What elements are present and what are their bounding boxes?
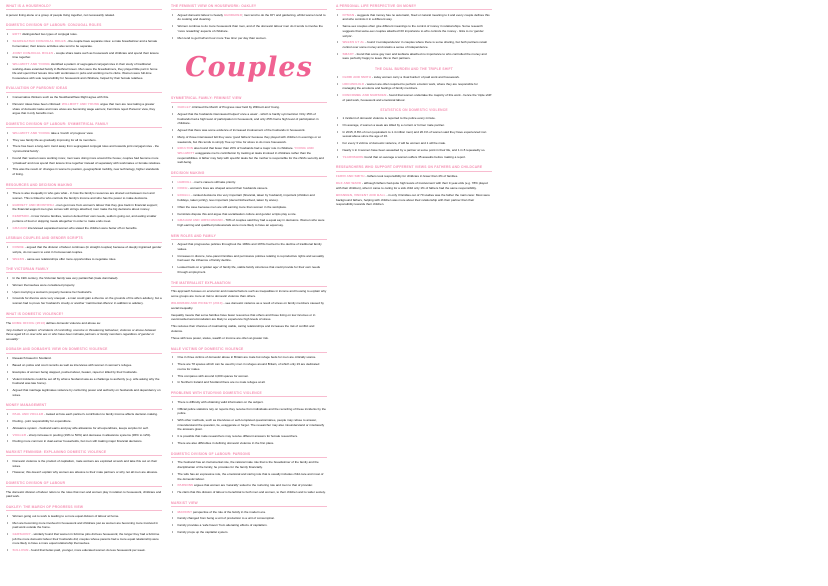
list-item (13, 191, 163, 200)
list-item (178, 265, 328, 274)
list-item (178, 362, 328, 371)
list-item-text: Family props up the capitalist system. (177, 530, 229, 535)
key-term: GENDERED (223, 12, 243, 17)
list-item-text: take a 'march of progress' view. (50, 130, 94, 135)
section-money-management (6, 403, 162, 444)
list-item-text: identified a pattern of segregated conjugal roles in their study of traditional working-class extended family in Bethnal Green. Men were the breadwinners, they played little part in home life and spent their leisure time with workmates in pubs and working men's clubs. Women were full-time housewives with sole responsibility for housework and childcare, helped by their female relatives. (12, 61, 158, 80)
list-item (13, 226, 163, 231)
section-heading: LESBIAN COUPLES AND GENDER SCRIPTS (6, 236, 162, 242)
section-what-is-a-household (6, 4, 162, 17)
list-item-text: The husband has an instrumental role, the rational male role that is the breadwinner of the family and the disciplinarian of the family, he provides for the family financially. (177, 460, 319, 470)
section-the-victorian-family (6, 267, 162, 306)
list-item (13, 532, 163, 546)
list-item (178, 193, 328, 202)
list-item-text: There are 78 spaces which can be used by men in refuges around Britain, of which only 23 are dedicated rooms for males. (177, 362, 320, 371)
bullet-list (6, 95, 162, 116)
section-new-roles-and-family (171, 234, 327, 275)
bullet-list (6, 131, 162, 177)
sociologist-name-secondary: YOUNG AND WILLMOTT (177, 146, 314, 155)
sociologist-name: GRAHAM AND HIRSCHMANN (177, 218, 223, 223)
section-paragraph: The domestic division of labour refers to the roles that men and women play in relation to housework, childcare and paid work. (6, 489, 162, 499)
list-item (343, 52, 493, 61)
list-item-text: Family changed from being a unit of production to a unit of consumption. (177, 516, 276, 521)
section-heading: OAKLEY: THE MARCH OF PROGRESS VIEW (6, 505, 162, 511)
list-item-text: - looked at how each partner's contribution to family income affects decision-making. (43, 412, 158, 417)
named-paragraph (336, 193, 492, 207)
list-item (178, 135, 328, 144)
section-heading: EVALUATION OF PARSONS' IDEAS (6, 86, 162, 92)
list-item (178, 490, 328, 495)
bullet-list (336, 116, 492, 159)
section-paragraph: This approach focuses on economic and material factors such as inequalities in income and housing to explain why some groups are more at risk to domestic violence than others. (171, 289, 327, 298)
list-item-text: Upon marrying a woman's property became her husband's. (12, 289, 93, 294)
section-paragraph: A person living alone or a group of people living together, not necessarily related. (6, 12, 115, 17)
list-item-text: Found that: women were working more; men were doing more around the house; couples had become more 'privatised' and now spend their leisure time together instead of separately with workmates or female relatives. (12, 155, 161, 165)
bullet-list (6, 245, 162, 261)
list-item (343, 13, 493, 22)
list-item-text: Pooling - joint responsibility for expenditure. (12, 419, 72, 424)
list-item (178, 418, 328, 432)
sociologist-name: EDGELL (177, 193, 191, 198)
list-item (178, 218, 328, 227)
list-item (178, 180, 328, 185)
list-item-text: Conservative thinkers such as the Neoliberal/New Right agree with this. (12, 95, 110, 100)
list-item (13, 167, 163, 176)
list-item-text: - men get more from women's labour that they give back in financial support; the financial support men give comes with strings attached; men make the big decisions about money. (12, 202, 158, 212)
named-paragraph-text: - in only 3 families out of 70 studies was the father the main carer. Most were background fathers, helping with children was more about their relationship with their partner than their responsibility towards their children. (336, 192, 490, 207)
list-item (178, 205, 328, 210)
list-item (13, 257, 163, 262)
sociologist-name: DEX AND WARD (336, 181, 362, 186)
section-heading: STATISTICS ON DOMESTIC VIOLENCE (380, 108, 448, 113)
section-heading: DOMESTIC DIVISION OF LABOUR: SYMMETRICAL FAMILY (6, 122, 162, 128)
page-title: Couples (185, 52, 313, 84)
list-item-text: On average, 2 women a week are killed by a current or former male partner. (342, 122, 445, 127)
list-item (13, 283, 163, 288)
list-item (178, 24, 328, 33)
list-item (178, 13, 328, 22)
sociologist-name: WILKINSON AND PICKETT (2010) (171, 301, 223, 305)
list-item (178, 355, 328, 360)
section-researchers-fathers-and-childcare (336, 165, 492, 206)
list-item-text: Argued that the husbands interviewed helped 'once a week' - which is hardly symmetrical. Only 15% of husbands had a high level of participation in housework, and only 25% had a high level of participation in childcare. (177, 112, 319, 126)
list-item-text: Increases in divorce, lone-parent families and permissive policies relating to reproductive rights and sexuality had seen the influence of family decline. (177, 253, 324, 263)
section-evaluation-of-parsons-ideas (6, 86, 162, 116)
list-item-text: ; men tend to do the DIY and gardening, whilst women tend to do cooking and cleaning. (177, 12, 326, 22)
sociologist-name: FERRI AND SMITH (336, 174, 365, 179)
section-marxist-feminism-domestic-violence (6, 450, 162, 475)
sociologist-name: BOTT (12, 32, 22, 37)
list-item-text: - found 'co-independence' in couples where there is some sharing, but both partners retain control over some money and retains a sense of independence. (342, 40, 488, 49)
list-item-text: Pooling more common in dual earner households, but men still making major financial decisions. (12, 439, 143, 444)
bullet-list (6, 191, 162, 230)
named-paragraph-text: - although fathers had quite high levels of involvement with their 3-year-olds (e.g. 78% played with their children), when it came to caring for a sick child only 1% of fathers had the same responsibility. (336, 181, 488, 190)
list-item (343, 40, 493, 49)
bullet-list (171, 400, 327, 446)
list-item-text: 1 incident of domestic violence is reported to the police every minute. (342, 116, 436, 121)
bullet-list (6, 514, 162, 553)
list-item-text: found that on average a woman suffers 35 assaults before making a report. (363, 154, 466, 159)
section-heading: DECISION MAKING (171, 171, 327, 177)
list-item (343, 82, 493, 91)
section-resources-and-decision-making (6, 183, 162, 231)
list-item-text: Women themselves were considered property. (12, 282, 76, 287)
section-heading: SYMMETRICAL FAMILY: FEMINIST VIEW (171, 96, 327, 102)
list-item-text: Men tend to get half an hour more 'free time' per day than women. (177, 35, 267, 40)
list-item-text: - men's careers still take priority. (191, 179, 236, 184)
list-item-text: argues that women are 'naturally' suited to the nurturing role and men to that of provider. (193, 483, 313, 488)
list-item (13, 290, 163, 295)
sociologist-name: BOULTON (177, 146, 194, 151)
section-dual-burden-triple-shift (336, 67, 492, 102)
named-paragraph (171, 301, 327, 310)
section-heading: WHAT IS DOMESTIC VIOLENCE? (6, 312, 162, 318)
list-item-text: For every 3 victims of domestic violence, 2 will be women and 1 will be male. (342, 141, 446, 146)
list-item (178, 380, 328, 385)
section-heading: A PERSONAL LIFE PERSPECTIVE ON MONEY (336, 4, 492, 10)
list-item (13, 51, 163, 60)
bullet-list (171, 460, 327, 494)
list-item-text: Agreed that there was some evidence of increased involvement of the husbands in housework. (177, 128, 306, 133)
list-item (13, 95, 163, 100)
section-the-materialist-explanation (171, 281, 327, 341)
section-heading: PROBLEMS WITH STUDYING DOMESTIC VIOLENCE (171, 391, 327, 397)
sociologist-name: BARRETT AND MCINTOSH (12, 202, 54, 207)
bullet-list (171, 180, 327, 228)
list-item (178, 510, 328, 515)
bullet-list (336, 13, 492, 61)
list-item-text: - 70% of couples said they had a equal say in decisions. Women who were high earning and qualified professionals were more likely to have an equal say. (177, 218, 325, 227)
section-heading: THE DUAL BURDEN AND THE TRIPLE SHIFT (374, 67, 454, 72)
bullet-list (171, 13, 327, 41)
section-heading: NEW ROLES AND FAMILY (171, 234, 327, 240)
sociologist-name: WILLMOTT AND YOUNG (12, 130, 51, 135)
section-heading: WHAT IS A HOUSEHOLD? (6, 4, 162, 10)
list-item (178, 212, 328, 217)
list-item-text: - found that women undertake the majority of this work - hence the 'triple shift' of paid work, housework and emotional labour. (342, 93, 492, 102)
list-item (178, 523, 328, 528)
list-item-text: They see family life as gradually improving for all its members. (12, 137, 97, 142)
list-item-text: The wife has an expressive role, the emotional and caring role that is usually includes child care and most of the domestic labour. (177, 471, 324, 481)
list-item-text: This compares with around 4,000 spaces for women. (177, 373, 249, 378)
list-item-text: However, this doesn't explain why women are abusive to their male partners or why not all men are abusive. (12, 470, 159, 475)
list-item-text: Official police statistics rely on reports they receive from individuals and the recording of these incidents by the police. (177, 406, 326, 416)
list-item (13, 459, 163, 468)
list-item-text: Grounds for divorce were very unequal - a man could gain a divorce on the grounds of his wife's adultery, but a woman had to prove her husband's cruelty or another 'matrimonial offence' in addition to adultery. (12, 296, 162, 306)
list-item-text: - same-sex relationships offer more opportunities to negotiate roles. (24, 256, 117, 261)
list-item (343, 148, 493, 153)
list-item-text: Men are becoming more involved in housework and childcare just as women are becoming more involved in paid work outside the home. (12, 520, 158, 530)
list-item (178, 407, 328, 416)
list-item (13, 426, 163, 431)
section-heading: THE VICTORIAN FAMILY (6, 267, 162, 273)
list-item-text: Argued that progressive policies throughout the 1960s and 1970s had led to the decline of traditional family values. (177, 242, 322, 252)
list-item-text: - found that some gay men and lesbians attached no importance to who controlled the money and were perfectly happy to leave this to their partners. (342, 51, 487, 61)
list-item (343, 155, 493, 160)
list-item (178, 254, 328, 263)
list-item-text: There are also difficulties in defining domestic violence in the first place. (177, 441, 275, 446)
list-item-text: Women going out to work is leading to a more equal division of labour at home. (12, 513, 120, 518)
list-item (13, 439, 163, 444)
sociologist-name: KEMPSON (12, 214, 29, 219)
list-item-text: In Northern Ireland and Scotland there are no male refuges at all. (177, 380, 266, 385)
bullet-list (6, 459, 162, 475)
section-heading: THE FEMINIST VIEW ON HOUSEWORK: OAKLEY (171, 4, 327, 10)
section-heading: RESOURCES AND DECISION MAKING (6, 183, 162, 189)
list-item (178, 472, 328, 481)
section-a-personal-life-perspective-on-money (336, 4, 492, 61)
list-item-text: also found that fewer than 20% of husbands had a major role in childcare. (193, 146, 295, 151)
list-item (13, 296, 163, 305)
section-marxist-view (171, 501, 327, 535)
bullet-list (171, 105, 327, 165)
section-statistics-on-domestic-violence (336, 108, 492, 159)
list-item: • Based on police and court records as well as interviews with women in women's refuges. (13, 363, 163, 368)
list-item-text: Many of those interviewed felt they were 'good fathers' because they played with children in evenings or at weekends, but this tends to simply 'free up' time for wives to do more housework. (177, 134, 321, 144)
sociologist-name: DUNCOMBE AND MARSDEN (342, 93, 387, 98)
sociologist-name: SEGREGATED CONJUGAL ROLES (12, 39, 66, 44)
section-heading: DOBASH AND DOBASH'S VIEW ON DOMESTIC VIOLENCE (6, 347, 162, 353)
list-item (343, 130, 493, 139)
list-item-text: interviewed separated women who stated the children were better off on benefits. (26, 225, 138, 230)
list-item-text: Family provides a 'safe haven' from alienating effects of capitalism. (177, 523, 268, 528)
bullet-list (6, 412, 162, 444)
list-item-text: distinguished two types of conjugal roles. (21, 32, 78, 37)
list-item-text: Women continue to do more housework than men, and of the domestic labour men do it tends to involve the 'more rewarding' aspects of childcare. (177, 24, 323, 33)
section-heading: RESEARCHERS WHO SUPPORT DIFFERENT VIEWS ON FATHERS AND CHILDCARE (336, 165, 492, 171)
sociologist-name: SMART (342, 51, 354, 56)
list-item (178, 105, 328, 110)
list-item-text: Often the case because men are still earning more than women in the workplace. (177, 204, 287, 209)
list-item-text: There is also inequality in who gets what - in how the family's resources are shared out between men and women. This is linked to who controls the family's income and who has the power to make decisions. (12, 191, 155, 201)
bullet-list (336, 75, 492, 103)
list-item (343, 93, 493, 102)
sociologist-name: PAHL AND VOGLER (12, 412, 44, 417)
sociologist-name: WEEKS ET AL (342, 40, 365, 45)
list-item (13, 62, 163, 81)
sociologist-name: FERRI AND SMITH (342, 74, 372, 79)
sociologist-name: WILLMOTT AND YOUNG (61, 102, 100, 107)
list-item-text: - today women carry a 'dual burden' of paid work and housework. (371, 74, 460, 79)
sociologist-name: WILLMOTT AND YOUNG (12, 61, 51, 66)
list-item (13, 521, 163, 530)
list-item (13, 214, 163, 223)
list-item: • Violent incidents could be set off by what a husband saw as a challenge to authority (e.g. wife asking why the husband was late home). (13, 377, 163, 386)
list-item-text: Same-sex couples often give different meanings to the control of money in relationships. Some research suggests that same-sex couples attached NO importance to who controls the money - links to no 'gender scripts'. (342, 24, 484, 38)
list-item (13, 470, 163, 475)
list-item (178, 186, 328, 191)
list-item (343, 116, 493, 121)
section-heading: MARXIST FEMINISM: EXPLAINING DOMESTIC VIOLENCE (6, 450, 162, 456)
section-what-is-domestic-violence (6, 312, 162, 342)
list-item (13, 156, 163, 165)
named-paragraph (336, 174, 492, 179)
list-item-text: Domestic violence is the product of capitalism, male workers are exploited at work and take this out on their wives. (12, 458, 158, 468)
section-heading: MONEY MANAGEMENT (6, 403, 162, 409)
list-item-text: - women are often required to perform emotion work, where they are responsible for managing the emotions and feelings of family members. (342, 81, 478, 91)
section-domestic-division-of-labour-conjugal-roles (6, 23, 162, 80)
sociologist-name: DUNNE (12, 245, 24, 250)
list-item-text: Looked back on a 'golden age' of family life, stable family structures that could provide for their own needs through employment. (177, 265, 321, 274)
list-item (13, 419, 163, 424)
list-item-text: perspective of the role of the family in the modern era. (192, 509, 266, 514)
list-item-text: argue that men are now taking a greater share of domestic tasks and more wives are becoming wage earners; Feminists reject Parsons' view, they argue that it only benefits men. (12, 102, 156, 116)
list-item (13, 138, 163, 143)
section-male-victims-of-domestic-violence (171, 347, 327, 386)
section-heading: DOMESTIC DIVISION OF LABOUR: CONJUGAL ROLES (6, 23, 162, 29)
list-item: • Argued that marriage legitimates violence by conferring power and authority on husbands and dependency on wives. (13, 388, 163, 397)
list-item (178, 460, 328, 469)
named-paragraph-text: - see domestic violence as a result of stress on family members caused by social inequality. (171, 301, 324, 310)
list-item-prefix: Argued domestic labour is heavily (177, 12, 224, 17)
sociologist-name: HARDILL (177, 179, 192, 184)
sociologist-name: JOINT CONJUGAL ROLES (12, 50, 54, 55)
list-item (343, 123, 493, 128)
list-item-text: - similarly found that women in full-time jobs did less housework; the longer they had a full-time job the more domestic labour their husbands did; couples whose parents had a more equal relationship were more likely to have a more equal relationship themselves. (12, 532, 160, 546)
sociologist-name: SULLIVAN (12, 548, 29, 553)
section-paragraph: Those with less power, status, wealth or income are often at greater risk. (171, 335, 269, 340)
section-paragraph: This reduces their chances of maintaining stable, caring relationships and increases the risk of conflict and violence. (171, 324, 315, 333)
list-item (178, 112, 328, 126)
list-item (13, 131, 163, 136)
bullet-list (171, 355, 327, 385)
section-heading: MARXIST VIEW (171, 501, 327, 507)
section-domestic-division-of-labour-parsons (171, 452, 327, 495)
list-item-text: With other methods, such as interviews or self-completed questionnaires, people may refuse to answer, misunderstand the question, lie, exaggerate or forget. The researcher may also misunderstand or misclassify the answers given. (177, 418, 325, 432)
section-dobash-and-dobash-view (6, 347, 162, 397)
list-item (178, 400, 328, 405)
list-item-text: He claim that this division of labour is beneficial to both men and women, to their children and to wider society. (177, 490, 326, 495)
list-item-text-secondary: exaggerate men's contribution by looking at tasks involved in childcare rather than the responsibilities. A father may help with specific tasks but the mother is responsible for the child's security and well-being. (177, 150, 324, 165)
list-item (13, 32, 163, 37)
sociologist-name: YEARNSHIRE (342, 154, 364, 159)
list-item-text: It is possible that male researchers may receive different answers for female researchers. (177, 434, 299, 439)
definition-intro-suffix: defines domestic violence and abuse as: (45, 320, 101, 325)
list-item (13, 203, 163, 212)
list-item (178, 516, 328, 521)
list-item-text: Allowance system - husband earns and pay wife allowance for all expenditure, keeps surplus for self. (12, 425, 149, 430)
sociologist-name: WEEKS (12, 256, 25, 261)
section-problems-with-studying-domestic-violence (171, 391, 327, 446)
list-item (343, 141, 493, 146)
list-item (178, 242, 328, 251)
list-item-text: One in three victims of domestic abuse in Britain are male but refuge beds for men are critically scarce. (177, 355, 317, 360)
section-domestic-division-of-labour-symmetrical-family (6, 122, 162, 177)
list-item (13, 39, 163, 48)
named-paragraph-text: - fathers took responsibility for childcare in fewer than 4% of families. (364, 174, 459, 179)
list-item-text: - ranked decisions into very important (financial, taken by husband), important (children and holidays, taken jointly), less important (decor/clothes/food, taken by wives). (177, 193, 315, 202)
list-item-text: There has been a long-term trend away from segregated conjugal roles and towards joint conjugal roles - the 'symmetrical family'. (12, 144, 160, 154)
section-feminist-view-on-housework (171, 4, 327, 40)
list-item (343, 24, 493, 38)
list-item (178, 128, 328, 133)
list-item-text: - couple share tasks such as housework and childcare and spend their leisure time together. (12, 50, 159, 60)
list-item-text: - women's lives are shaped around their husbands careers. (187, 186, 269, 191)
section-heading: DOMESTIC DIVISION OF LABOUR (6, 481, 162, 487)
list-item-text: Feminists dispute this and argue that socialisation culture and gender scripts play a role. (177, 211, 297, 216)
plain-list (6, 356, 162, 397)
section-paragraph: Inequality means that some families have fewer resources that others and those living on low incomes or in overcrowded accommodation are likely to experience high levels of stress. (171, 312, 316, 322)
bullet-list (6, 32, 162, 80)
sociologist-name: NYMAN (342, 12, 355, 17)
list-item-text: This was the result of: changes in women's position, geographical mobility, new technology, higher standards of living. (12, 167, 159, 176)
list-item-text: Nearly 1 in 4 women have been assaulted by a partner at some point in their life, and 1 in 8 repeatedly so. (342, 148, 486, 153)
sociologist-name: BRANNEN, VINCENT AND BALL (336, 192, 386, 197)
list-item (13, 102, 163, 116)
named-paragraph (336, 181, 492, 190)
list-item-text: - the couple have separate roles: a male breadwinner and a female homemaker, their leisure activities also tend to be separate. (12, 39, 158, 48)
list-item-text: - found that better-paid, younger, more educated women do less housework per week. (28, 548, 146, 553)
sociologist-name: HOCHSCHILD (342, 81, 365, 86)
list-item (13, 245, 163, 254)
sociologist-name: GRAHAM (12, 225, 27, 230)
list-item-text: - in low income families, women denied their own needs, seldom going out, and eating smaller portions of food or skipping meals altogether in order to make ends meet. (12, 214, 157, 223)
section-heading: DOMESTIC DIVISION OF LABOUR: PARSONS (171, 452, 327, 458)
sociologist-name: GERSHUNY (12, 532, 31, 537)
list-item (178, 36, 328, 41)
list-item (178, 146, 328, 165)
bullet-list (171, 510, 327, 535)
sociologist-name: FINCH (177, 186, 188, 191)
list-item-text: In the 19th century, the Victorian family was very patriarchal (male dominated). (12, 276, 119, 281)
list-item (178, 434, 328, 439)
list-item (13, 276, 163, 281)
list-item (13, 514, 163, 519)
list-item-text: - suggests that money has no automatic, fixed or natural meaning to it and every couple defines this and who controls it in a different way. (342, 12, 490, 22)
definition-quote: 'Any incident or pattern of incidents of controlling, coercive or threatening behaviour, violence or abuse between those aged 16 or over who are or who have been intimate partners or family members regardless of gender or sexuality.' (6, 327, 157, 341)
section-heading: THE MATERIALIST EXPLANATION (171, 281, 327, 287)
section-lesbian-couples-and-gender-scripts (6, 236, 162, 261)
list-item-text: There is difficulty with obtaining valid information on the subject. (177, 399, 264, 404)
list-item (178, 483, 328, 488)
list-item (178, 530, 328, 535)
sociologist-name: OAKLEY (177, 105, 191, 110)
list-item: • Research based in Scotland. (13, 356, 163, 361)
list-item (13, 412, 163, 417)
perspective-name: MARXIST (177, 509, 193, 514)
bullet-list (171, 242, 327, 274)
definition-intro (6, 321, 162, 326)
list-item-text: criticised the March of Progress view held by Willmott and Young. (190, 105, 280, 110)
list-item (13, 548, 163, 553)
list-item-text: In 2015, 8.8% of men (equivalent to 1.4 million men) and 20.1% of women said they have experienced non sexual abuse since the age of 16. (342, 129, 487, 139)
list-item (178, 374, 328, 379)
section-domestic-division-of-labour (6, 481, 162, 499)
section-oakley-march-of-progress-view (6, 505, 162, 553)
list-item-text: - sharp increase in pooling (19% to 50%) and decrease in allowance systems (36% to 12%). (26, 432, 152, 437)
section-decision-making (171, 171, 327, 228)
sociologist-name: PARSONS (177, 483, 194, 488)
list-item (178, 441, 328, 446)
section-heading: MALE VICTIMS OF DOMESTIC VIOLENCE (171, 347, 327, 353)
bullet-list (6, 276, 162, 306)
list-item: • Examples of women being slapped, pushed about, beaten, raped or killed by their husbands. (13, 370, 163, 375)
section-symmetrical-family-feminist-view (171, 96, 327, 164)
sociologist-name: VOGLER (12, 432, 27, 437)
list-item-prefix: Parsons' ideas have been criticised: (12, 102, 62, 107)
list-item (13, 433, 163, 438)
list-item-text: - argued that the division of labour continues (in straight couples) because of deeply ingrained gender scripts, do not seem to exist in homosexual couples. (12, 245, 162, 254)
definition-intro-prefix: The (6, 320, 13, 325)
list-item (13, 144, 163, 153)
source-name: HOME OFFICE (2013) (12, 320, 46, 325)
list-item (343, 75, 493, 80)
